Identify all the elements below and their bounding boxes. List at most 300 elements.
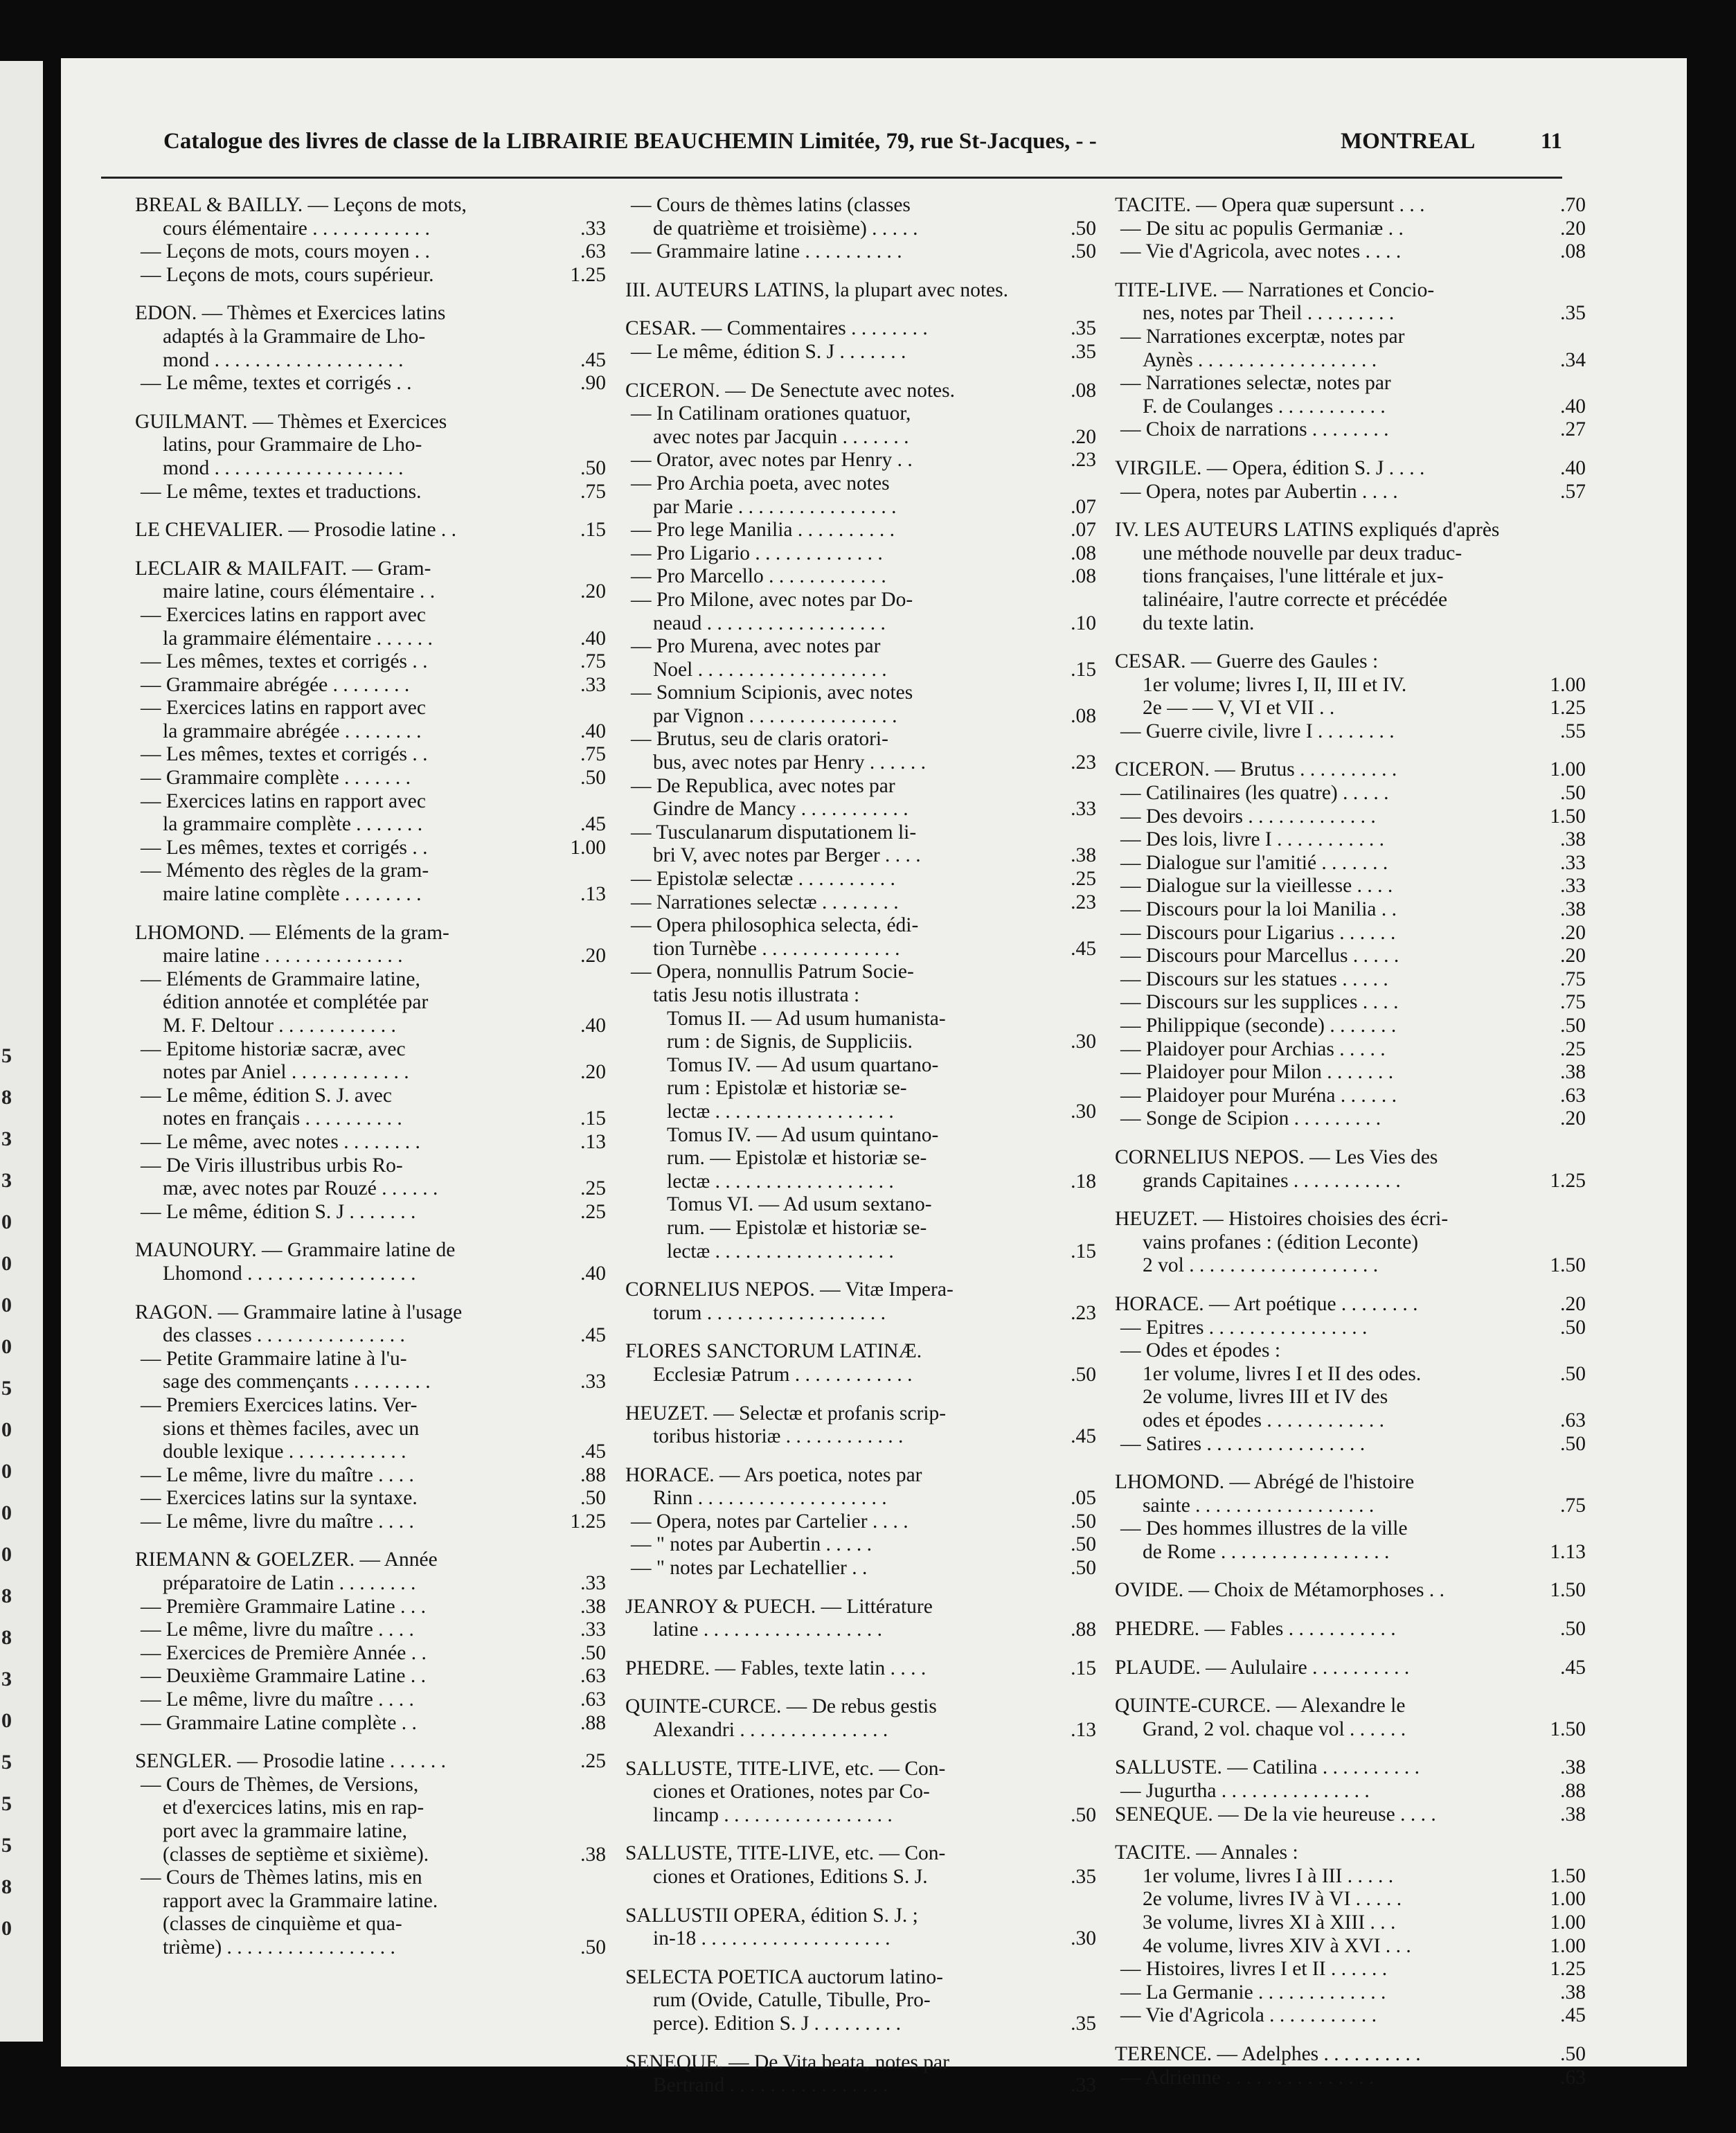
entry-price: .50 bbox=[1071, 1363, 1096, 1386]
entry-text: 1er volume; livres I, II, III et IV. bbox=[1143, 673, 1407, 696]
entry-line bbox=[1115, 1015, 1586, 1038]
entry-price: .33 bbox=[1071, 798, 1096, 821]
catalogue-entry bbox=[1115, 758, 1586, 1131]
entry-line bbox=[625, 1927, 1096, 1951]
entry-line bbox=[135, 1890, 606, 1913]
entry-line bbox=[1115, 1061, 1586, 1085]
entry-line bbox=[625, 635, 1096, 659]
entry-line bbox=[625, 1193, 1096, 1217]
catalogue-entry bbox=[625, 1842, 1096, 1889]
entry-line bbox=[135, 1820, 606, 1844]
entry-price: .08 bbox=[1071, 565, 1096, 588]
entry-line bbox=[1115, 1780, 1586, 1803]
entry-text: notes en français . . . . . . . . . . bbox=[163, 1107, 402, 1130]
entry-text: lincamp . . . . . . . . . . . . . . . . . bbox=[653, 1803, 893, 1826]
entry-text: — Epitome historiæ sacræ, avec bbox=[141, 1037, 406, 1060]
entry-text: III. AUTEURS LATINS, la plupart avec notes. bbox=[625, 278, 1009, 301]
entry-text: — Choix de narrations . . . . . . . . bbox=[1120, 418, 1389, 441]
entry-line bbox=[1115, 1107, 1586, 1131]
entry-text: — Catilinaires (les quatre) . . . . . bbox=[1120, 782, 1389, 805]
entry-line bbox=[1115, 565, 1586, 589]
entry-line bbox=[625, 1240, 1096, 1264]
entry-text: RAGON. — Grammaire latine à l'usage bbox=[135, 1301, 463, 1323]
entry-line bbox=[625, 1557, 1096, 1580]
entry-line bbox=[1115, 1494, 1586, 1518]
entry-text: 4e volume, livres XIV à XVI . . . bbox=[1143, 1934, 1411, 1957]
entry-price: .45 bbox=[580, 348, 606, 371]
entry-line bbox=[625, 1966, 1096, 1990]
entry-text: une méthode nouvelle par deux traduc- bbox=[1143, 542, 1462, 564]
entry-text: de Rome . . . . . . . . . . . . . . . . . bbox=[1143, 1540, 1390, 1563]
entry-line bbox=[625, 317, 1096, 341]
entry-line bbox=[625, 519, 1096, 542]
entry-text: de quatrième et troisième) . . . . . bbox=[653, 217, 918, 240]
entry-text: double lexique . . . . . . . . . . . . bbox=[163, 1440, 406, 1463]
entry-price: .90 bbox=[580, 372, 606, 395]
previous-page-digit: 8 bbox=[1, 1086, 12, 1109]
entry-text: — Opera, nonnullis Patrum Socie- bbox=[631, 961, 914, 983]
entry-text: FLORES SANCTORUM LATINÆ. bbox=[625, 1340, 922, 1363]
entry-line bbox=[1115, 589, 1586, 612]
entry-text: HORACE. — Art poétique . . . . . . . . bbox=[1115, 1292, 1418, 1315]
entry-text: SALLUSTII OPERA, édition S. J. ; bbox=[625, 1904, 918, 1927]
entry-price: .07 bbox=[1071, 495, 1096, 518]
entry-text: neaud . . . . . . . . . . . . . . . . . . bbox=[653, 612, 886, 634]
entry-price: .38 bbox=[580, 1595, 606, 1618]
entry-price: .50 bbox=[580, 456, 606, 479]
entry-price: .27 bbox=[1560, 418, 1586, 441]
entry-text: CICERON. — Brutus . . . . . . . . . . bbox=[1115, 758, 1397, 781]
previous-page-digit: 0 bbox=[1, 1543, 12, 1566]
entry-line bbox=[1115, 805, 1586, 829]
catalogue-entry bbox=[625, 380, 1096, 1264]
entry-price: .33 bbox=[580, 1572, 606, 1595]
entry-line bbox=[1115, 922, 1586, 945]
entry-line bbox=[135, 1750, 606, 1774]
entry-text: HEUZET. — Selectæ et profanis scrip- bbox=[625, 1402, 947, 1425]
entry-text: nes, notes par Theil . . . . . . . . . bbox=[1143, 302, 1395, 325]
entry-price: .38 bbox=[1560, 898, 1586, 921]
entry-price: 1.00 bbox=[1550, 673, 1586, 696]
entry-line bbox=[135, 217, 606, 241]
entry-line bbox=[1115, 1756, 1586, 1780]
entry-line bbox=[625, 1124, 1096, 1148]
entry-price: .45 bbox=[580, 1440, 606, 1463]
entry-text: (classes de septième et sixième). bbox=[163, 1843, 429, 1866]
entry-line bbox=[1115, 650, 1586, 674]
catalogue-entry bbox=[1115, 1657, 1586, 1680]
entry-line bbox=[625, 589, 1096, 612]
entry-price: .38 bbox=[1071, 844, 1096, 867]
entry-line bbox=[135, 627, 606, 651]
entry-text: Noel . . . . . . . . . . . . . . . . . . . bbox=[653, 658, 887, 681]
entry-line bbox=[1115, 1579, 1586, 1603]
entry-line bbox=[135, 264, 606, 287]
catalogue-entry bbox=[135, 519, 606, 542]
entry-line bbox=[1115, 1911, 1586, 1935]
entry-text: PHEDRE. — Fables, texte latin . . . . bbox=[625, 1657, 927, 1679]
entry-text: — Deuxième Grammaire Latine . . bbox=[141, 1665, 427, 1688]
entry-line bbox=[1115, 240, 1586, 264]
entry-line bbox=[135, 859, 606, 883]
entry-line bbox=[135, 519, 606, 542]
entry-line bbox=[625, 1510, 1096, 1534]
previous-page-digit: 3 bbox=[1, 1668, 12, 1690]
entry-line bbox=[1115, 1386, 1586, 1409]
entry-line bbox=[135, 1038, 606, 1062]
entry-price: .15 bbox=[1071, 658, 1096, 681]
entry-price: .50 bbox=[1560, 2042, 1586, 2065]
entry-line bbox=[135, 1239, 606, 1262]
entry-line bbox=[625, 380, 1096, 403]
entry-text: — Histoires, livres I et II . . . . . . bbox=[1120, 1958, 1388, 1981]
entry-line bbox=[135, 1015, 606, 1038]
entry-text: RIEMANN & GOELZER. — Année bbox=[135, 1549, 438, 1571]
entry-text: — Satires . . . . . . . . . . . . . . . . bbox=[1120, 1432, 1366, 1455]
entry-text: QUINTE-CURCE. — Alexandre le bbox=[1115, 1695, 1406, 1717]
entry-price: .33 bbox=[580, 1618, 606, 1641]
entry-line bbox=[135, 1201, 606, 1224]
entry-line bbox=[135, 481, 606, 504]
entry-text: LECLAIR & MAILFAIT. — Gram- bbox=[135, 557, 431, 580]
entry-text: cours élémentaire . . . . . . . . . . . . bbox=[163, 217, 430, 240]
entry-line bbox=[1115, 852, 1586, 875]
entry-price: .75 bbox=[580, 650, 606, 673]
entry-line bbox=[135, 1688, 606, 1712]
entry-price: .25 bbox=[1560, 1037, 1586, 1060]
entry-line bbox=[135, 411, 606, 434]
entry-price: 1.50 bbox=[1550, 1717, 1586, 1740]
column-3 bbox=[1115, 194, 1586, 2105]
entry-price: 1.25 bbox=[570, 1510, 606, 1533]
entry-text: SALLUSTE, TITE-LIVE, etc. — Con- bbox=[625, 1757, 946, 1780]
catalogue-entry bbox=[1115, 194, 1586, 264]
entry-price: .30 bbox=[1071, 1100, 1096, 1123]
entry-line bbox=[135, 837, 606, 860]
entry-line bbox=[1115, 1865, 1586, 1889]
entry-price: .88 bbox=[580, 1711, 606, 1734]
entry-price: .38 bbox=[1560, 1803, 1586, 1826]
catalogue-entry bbox=[1115, 2043, 1586, 2089]
entry-line bbox=[625, 279, 1096, 303]
entry-price: .88 bbox=[1071, 1618, 1096, 1641]
entry-line bbox=[1115, 612, 1586, 636]
entry-line bbox=[1115, 758, 1586, 782]
entry-price: .50 bbox=[1071, 240, 1096, 263]
entry-line bbox=[135, 349, 606, 373]
entry-text: — Le même, livre du maître . . . . bbox=[141, 1510, 414, 1533]
entry-text: QUINTE-CURCE. — De rebus gestis bbox=[625, 1695, 937, 1718]
entry-text: — Leçons de mots, cours moyen . . bbox=[141, 240, 430, 263]
entry-line bbox=[625, 1804, 1096, 1828]
entry-text: 2 vol . . . . . . . . . . . . . . . . . . . bbox=[1143, 1254, 1379, 1277]
entry-line bbox=[135, 1262, 606, 1286]
entry-text: — De Republica, avec notes par bbox=[631, 774, 895, 797]
entry-text: torum . . . . . . . . . . . . . . . . . . bbox=[653, 1301, 886, 1324]
entry-price: .50 bbox=[580, 1936, 606, 1958]
entry-price: .63 bbox=[580, 1665, 606, 1688]
entry-line bbox=[625, 1302, 1096, 1326]
entry-text: — Adrienne . . . . . . . . . . . . . . . bbox=[1120, 2066, 1375, 2089]
entry-text: odes et épodes . . . . . . . . . . . . bbox=[1143, 1409, 1385, 1431]
entry-text: — Pro Marcello . . . . . . . . . . . . bbox=[631, 565, 886, 588]
entry-line bbox=[135, 1154, 606, 1178]
entry-text: — Epitres . . . . . . . . . . . . . . . . bbox=[1120, 1316, 1368, 1339]
entry-line bbox=[135, 1348, 606, 1371]
entry-price: .50 bbox=[1560, 1618, 1586, 1641]
entry-text: bri V, avec notes par Berger . . . . bbox=[653, 844, 921, 867]
entry-text: — Grammaire abrégée . . . . . . . . bbox=[141, 673, 410, 696]
entry-line bbox=[1115, 1085, 1586, 1108]
entry-line bbox=[1115, 1935, 1586, 1958]
entry-text: Tomus VI. — Ad usum sextano- bbox=[667, 1193, 932, 1216]
entry-price: 1.00 bbox=[570, 836, 606, 859]
catalogue-entry bbox=[625, 1657, 1096, 1681]
entry-line bbox=[135, 1487, 606, 1510]
entry-line bbox=[135, 1394, 606, 1418]
entry-line bbox=[135, 325, 606, 349]
catalogue-entry bbox=[1115, 279, 1586, 442]
entry-price: .15 bbox=[1071, 1240, 1096, 1262]
catalogue-entry bbox=[625, 2051, 1096, 2098]
entry-line bbox=[135, 1642, 606, 1666]
entry-price: .08 bbox=[1560, 240, 1586, 263]
catalogue-entry bbox=[1115, 519, 1586, 635]
entry-text: — Plaidoyer pour Muréna . . . . . . bbox=[1120, 1084, 1397, 1107]
entry-text: et d'exercices latins, mis en rap- bbox=[163, 1796, 424, 1819]
catalogue-entry bbox=[1115, 650, 1586, 743]
entry-price: 1.50 bbox=[1550, 1864, 1586, 1887]
entry-line bbox=[135, 650, 606, 674]
entry-text: sions et thèmes faciles, avec un bbox=[163, 1417, 420, 1440]
entry-text: LHOMOND. — Eléments de la gram- bbox=[135, 921, 449, 944]
entry-price: .38 bbox=[1560, 1061, 1586, 1084]
entry-line bbox=[625, 472, 1096, 496]
catalogue-entry bbox=[1115, 457, 1586, 503]
entry-text: — " notes par Aubertin . . . . . bbox=[631, 1533, 872, 1556]
entry-text: — Somnium Scipionis, avec notes bbox=[631, 681, 913, 704]
previous-page-digit: 3 bbox=[1, 1127, 12, 1150]
previous-page-digit: 0 bbox=[1, 1418, 12, 1441]
entry-line bbox=[625, 217, 1096, 241]
entry-price: .40 bbox=[580, 1262, 606, 1285]
entry-line bbox=[135, 1665, 606, 1688]
entry-line bbox=[625, 728, 1096, 751]
entry-text: — Discours pour Marcellus . . . . . bbox=[1120, 945, 1399, 967]
entry-line bbox=[135, 1418, 606, 1441]
entry-price: .75 bbox=[1560, 967, 1586, 990]
entry-text: TERENCE. — Adelphes . . . . . . . . . . bbox=[1115, 2042, 1421, 2065]
entry-text: HEUZET. — Histoires choisies des écri- bbox=[1115, 1208, 1449, 1231]
entry-text: — Guerre civile, livre I . . . . . . . . bbox=[1120, 720, 1395, 742]
entry-text: la grammaire abrégée . . . . . . . . bbox=[163, 720, 422, 742]
entry-text: TITE-LIVE. — Narrationes et Concio- bbox=[1115, 278, 1435, 301]
catalogue-entry bbox=[135, 1549, 606, 1735]
entry-price: 1.00 bbox=[1550, 1934, 1586, 1957]
entry-line bbox=[625, 891, 1096, 915]
entry-price: 1.00 bbox=[1550, 1911, 1586, 1934]
entry-price: 1.25 bbox=[1550, 1958, 1586, 1981]
entry-line bbox=[135, 1549, 606, 1572]
entry-text: JEANROY & PUECH. — Littérature bbox=[625, 1595, 933, 1618]
entry-text: PHEDRE. — Fables . . . . . . . . . . . bbox=[1115, 1618, 1396, 1641]
previous-page-digit: 0 bbox=[1, 1501, 12, 1524]
entry-text: — Le même, édition S. J . . . . . . . bbox=[141, 1200, 416, 1223]
entry-line bbox=[1115, 782, 1586, 805]
entry-text: Tomus IV. — Ad usum quintano- bbox=[667, 1123, 939, 1146]
entry-text: trième) . . . . . . . . . . . . . . . . . bbox=[163, 1936, 395, 1958]
entry-price: .63 bbox=[1560, 1084, 1586, 1107]
entry-text: édition annotée et complétée par bbox=[163, 991, 429, 1014]
entry-price: .08 bbox=[1071, 379, 1096, 402]
entry-line bbox=[135, 720, 606, 744]
entry-text: Rinn . . . . . . . . . . . . . . . . . . . bbox=[653, 1487, 887, 1510]
entry-text: mond . . . . . . . . . . . . . . . . . . . bbox=[163, 348, 404, 371]
entry-price: 1.25 bbox=[1550, 697, 1586, 720]
entry-text: port avec la grammaire latine, bbox=[163, 1820, 408, 1842]
entry-line bbox=[1115, 325, 1586, 349]
entry-price: .15 bbox=[580, 519, 606, 542]
entry-line bbox=[1115, 828, 1586, 852]
entry-line bbox=[135, 1061, 606, 1085]
entry-text: toribus historiæ . . . . . . . . . . . . bbox=[653, 1425, 904, 1448]
entry-text: EDON. — Thèmes et Exercices latins bbox=[135, 302, 446, 325]
entry-text: latine . . . . . . . . . . . . . . . . . . bbox=[653, 1618, 883, 1641]
entry-text: — Discours sur les statues . . . . . bbox=[1120, 967, 1388, 990]
previous-page-digit: 8 bbox=[1, 1875, 12, 1898]
entry-text: — Odes et épodes : bbox=[1120, 1339, 1281, 1362]
entry-price: .40 bbox=[1560, 395, 1586, 418]
entry-price: .38 bbox=[1560, 1756, 1586, 1779]
entry-text: rapport avec la Grammaire latine. bbox=[163, 1889, 438, 1912]
entry-line bbox=[1115, 1339, 1586, 1363]
entry-line bbox=[625, 1781, 1096, 1804]
entry-line bbox=[1115, 1409, 1586, 1433]
entry-line bbox=[1115, 1841, 1586, 1865]
entry-line bbox=[625, 1464, 1096, 1488]
catalogue-entry bbox=[1115, 1618, 1586, 1641]
entry-price: .33 bbox=[1071, 2074, 1096, 2097]
entry-line bbox=[1115, 1293, 1586, 1317]
entry-line bbox=[625, 751, 1096, 775]
entry-text: — Les mêmes, textes et corrigés . . bbox=[141, 743, 428, 766]
entry-text: Bertrand . . . . . . . . . . . . . . . . bbox=[653, 2074, 888, 2097]
entry-line bbox=[625, 1008, 1096, 1031]
entry-text: vains profanes : (édition Leconte) bbox=[1143, 1231, 1419, 1253]
entry-text: mæ, avec notes par Rouzé . . . . . . bbox=[163, 1177, 438, 1200]
entry-text: — Exercices latins en rapport avec bbox=[141, 789, 426, 812]
entry-line bbox=[1115, 2004, 1586, 2028]
previous-page-digit: 8 bbox=[1, 1626, 12, 1649]
entry-text: — Exercices de Première Année . . bbox=[141, 1641, 427, 1664]
entry-price: .23 bbox=[1071, 1301, 1096, 1324]
entry-line bbox=[1115, 372, 1586, 395]
entry-line bbox=[135, 434, 606, 457]
entry-text: 3e volume, livres XI à XIII . . . bbox=[1143, 1911, 1396, 1934]
entry-line bbox=[135, 240, 606, 264]
entry-text: — Vie d'Agricola . . . . . . . . . . . bbox=[1120, 2004, 1377, 2027]
entry-text: des classes . . . . . . . . . . . . . . . bbox=[163, 1324, 405, 1347]
entry-text: SENGLER. — Prosodie latine . . . . . . bbox=[135, 1750, 447, 1773]
catalogue-entry bbox=[1115, 1208, 1586, 1278]
entry-line bbox=[1115, 1254, 1586, 1278]
entry-line bbox=[135, 697, 606, 720]
entry-price: .50 bbox=[1560, 782, 1586, 805]
entry-line bbox=[135, 1936, 606, 1960]
entry-text: 1er volume, livres I et II des odes. bbox=[1143, 1362, 1422, 1385]
entry-text: — Pro Murena, avec notes par bbox=[631, 635, 881, 658]
entry-text: Tomus II. — Ad usum humanista- bbox=[667, 1007, 946, 1030]
entry-text: — Orator, avec notes par Henry . . bbox=[631, 449, 913, 472]
entry-price: 1.50 bbox=[1550, 805, 1586, 828]
entry-line bbox=[1115, 991, 1586, 1015]
entry-line bbox=[135, 1796, 606, 1820]
entry-text: — Grammaire complète . . . . . . . bbox=[141, 767, 411, 789]
entry-line bbox=[625, 1217, 1096, 1240]
entry-text: SENEQUE. — De la vie heureuse . . . . bbox=[1115, 1803, 1436, 1826]
entry-line bbox=[1115, 1471, 1586, 1494]
entry-text: SELECTA POETICA auctorum latino- bbox=[625, 1965, 943, 1988]
entry-text: — Discours pour Ligarius . . . . . . bbox=[1120, 921, 1396, 944]
entry-text: — Grammaire latine . . . . . . . . . . bbox=[631, 240, 902, 263]
catalogue-title: Catalogue des livres de classe de la LIBRAIRIE BEAUCHEMIN Limitée, 79, rue St-Jacques, - - bbox=[163, 129, 1097, 154]
entry-text: Ecclesiæ Patrum . . . . . . . . . . . . bbox=[653, 1363, 913, 1386]
entry-text: SENEQUE. — De Vita beata, notes par bbox=[625, 2051, 949, 2073]
entry-line bbox=[625, 341, 1096, 364]
entry-text: 1er volume, livres I à III . . . . . bbox=[1143, 1864, 1394, 1887]
entry-line bbox=[135, 1301, 606, 1325]
entry-price: .35 bbox=[1071, 317, 1096, 340]
entry-line bbox=[625, 1030, 1096, 1054]
entry-text: — In Catilinam orationes quatuor, bbox=[631, 402, 911, 425]
entry-text: par Vignon . . . . . . . . . . . . . . . bbox=[653, 704, 897, 727]
entry-price: .50 bbox=[1071, 1557, 1096, 1580]
entry-line bbox=[625, 1989, 1096, 2012]
page-number: 11 bbox=[1540, 129, 1562, 154]
entry-line bbox=[625, 612, 1096, 636]
entry-line bbox=[135, 557, 606, 581]
entry-line bbox=[625, 542, 1096, 566]
entry-line bbox=[135, 1371, 606, 1394]
entry-text: lectæ . . . . . . . . . . . . . . . . . . bbox=[667, 1170, 894, 1193]
entry-line bbox=[135, 790, 606, 814]
entry-price: .57 bbox=[1560, 480, 1586, 503]
entry-line bbox=[625, 821, 1096, 845]
catalogue-entry bbox=[1115, 1579, 1586, 1603]
entry-line bbox=[625, 1278, 1096, 1302]
entry-text: PLAUDE. — Aululaire . . . . . . . . . . bbox=[1115, 1656, 1410, 1679]
entry-line bbox=[625, 1054, 1096, 1078]
entry-text: 2e — — V, VI et VII . . bbox=[1143, 697, 1335, 720]
column-1 bbox=[135, 194, 606, 1975]
entry-text: Lhomond . . . . . . . . . . . . . . . . . bbox=[163, 1262, 416, 1285]
entry-text: notes par Aniel . . . . . . . . . . . . bbox=[163, 1061, 409, 1084]
entry-text: adaptés à la Grammaire de Lho- bbox=[163, 325, 426, 348]
entry-line bbox=[625, 565, 1096, 589]
entry-text: — Exercices latins sur la syntaxe. bbox=[141, 1487, 418, 1510]
catalogue-entry bbox=[1115, 1146, 1586, 1193]
entry-text: avec notes par Jacquin . . . . . . . bbox=[653, 425, 909, 448]
entry-text: — Cours de Thèmes latins, mis en bbox=[141, 1866, 422, 1889]
entry-text: OVIDE. — Choix de Métamorphoses . . bbox=[1115, 1579, 1445, 1602]
entry-price: .50 bbox=[580, 767, 606, 789]
entry-price: .20 bbox=[580, 945, 606, 967]
entry-line bbox=[1115, 1618, 1586, 1641]
entry-text: TACITE. — Annales : bbox=[1115, 1841, 1298, 1864]
entry-text: sage des commençants . . . . . . . . bbox=[163, 1371, 431, 1393]
entry-line bbox=[135, 945, 606, 968]
entry-price: .20 bbox=[1071, 425, 1096, 448]
